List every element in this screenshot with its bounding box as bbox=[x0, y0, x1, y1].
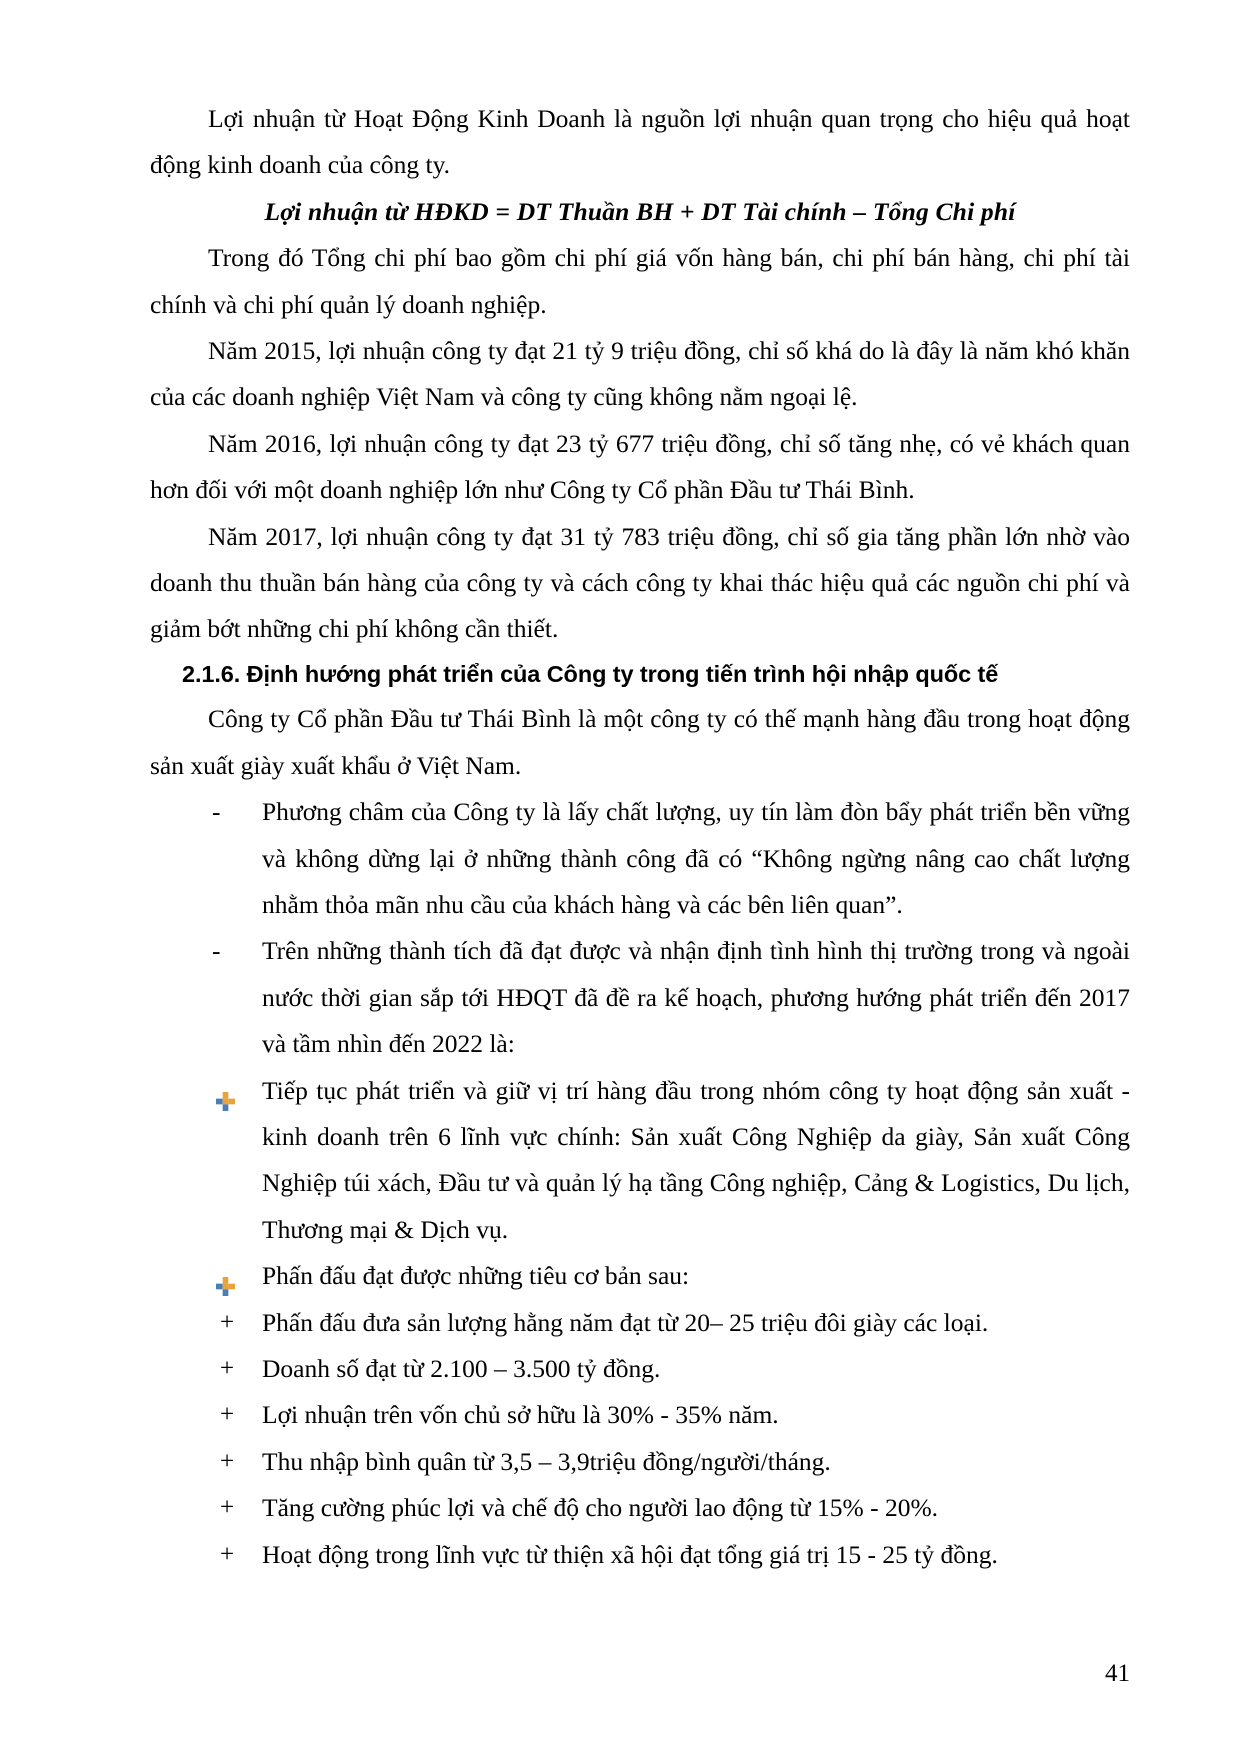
list-item bbox=[150, 1346, 1130, 1392]
list-item-text: Doanh số đạt từ 2.100 – 3.500 tỷ đồng. bbox=[262, 1354, 661, 1384]
list-item bbox=[150, 789, 1130, 928]
list-item bbox=[150, 1532, 1130, 1578]
list-item-text: Lợi nhuận trên vốn chủ sở hữu là 30% - 35% năm. bbox=[262, 1400, 779, 1430]
plus-bullet-icon: + bbox=[220, 1308, 235, 1336]
list-item bbox=[150, 1485, 1130, 1531]
page-number: 41 bbox=[1105, 1660, 1130, 1687]
list-item bbox=[150, 1068, 1130, 1254]
list-item bbox=[150, 1392, 1130, 1438]
section-heading-2-1-6: 2.1.6. Định hướng phát triển của Công ty trong tiến trình hội nhập quốc tế bbox=[182, 660, 999, 687]
paragraph-total-cost: Trong đó Tổng chi phí bao gồm chi phí giá vốn hàng bán, chi phí bán hàng, chi phí tài chính và chi phí quản lý doanh nghiệp. bbox=[150, 243, 1130, 319]
list-item-text: Phấn đấu đạt được những tiêu cơ bản sau: bbox=[262, 1261, 690, 1291]
paragraph-year-2017: Năm 2017, lợi nhuận công ty đạt 31 tỷ 783 triệu đồng, chỉ số gia tăng phần lớn nhờ vào doanh thu thuần bán hàng của công ty và cách công ty khai thác hiệu quả các nguồn chi phí và giảm bớt những chi phí không cần thiết. bbox=[150, 521, 1130, 644]
plus-bullet-icon: + bbox=[220, 1540, 235, 1568]
list-item-text: Phương châm của Công ty là lấy chất lượng, uy tín làm đòn bẩy phát triển bền vững và không dừng lại ở những thành công đã có “Không ngừng nâng cao chất lượng nhằm thỏa mãn nhu cầu của khách hàng và các bên liên quan”. bbox=[262, 797, 1130, 919]
dash-bullet-icon: - bbox=[212, 797, 221, 827]
plus-bullet-icon: + bbox=[220, 1355, 235, 1383]
orange-cross-bullet-icon bbox=[216, 1265, 235, 1284]
list-item-text: Hoạt động trong lĩnh vực từ thiện xã hội đạt tổng giá trị 15 - 25 tỷ đồng. bbox=[262, 1539, 998, 1569]
list-item-text: Tiếp tục phát triển và giữ vị trí hàng đầu trong nhóm công ty hoạt động sản xuất - kinh doanh trên 6 lĩnh vực chính: Sản xuất Công Nghiệp da giày, Sản xuất Công Nghiệp túi xách, Đầu tư và quản lý hạ tầng Công nghiệp, Cảng & Logistics, Du lịch, Thương mại & Dịch vụ. bbox=[262, 1075, 1130, 1244]
paragraph-year-2015: Năm 2015, lợi nhuận công ty đạt 21 tỷ 9 triệu đồng, chỉ số khá do là đây là năm khó khăn của các doanh nghiệp Việt Nam và công ty cũng không nằm ngoại lệ. bbox=[150, 336, 1130, 412]
plus-bullet-icon: + bbox=[220, 1494, 235, 1522]
plus-bullet-icon: + bbox=[220, 1447, 235, 1475]
paragraph-company-strength: Công ty Cổ phần Đầu tư Thái Bình là một công ty có thế mạnh hàng đầu trong hoạt động sản xuất giày xuất khẩu ở Việt Nam. bbox=[150, 704, 1130, 780]
list-item-text: Trên những thành tích đã đạt được và nhận định tình hình thị trường trong và ngoài nước thời gian sắp tới HĐQT đã đề ra kế hoạch, phương hướng phát triển đến 2017 và tầm nhìn đến 2022 là: bbox=[262, 936, 1130, 1059]
formula-line: Lợi nhuận từ HĐKD = DT Thuần BH + DT Tài chính – Tổng Chi phí bbox=[264, 196, 1016, 226]
paragraph-year-2016: Năm 2016, lợi nhuận công ty đạt 23 tỷ 677 triệu đồng, chỉ số tăng nhẹ, có vẻ khách quan hơn đối với một doanh nghiệp lớn như Công ty Cổ phần Đầu tư Thái Bình. bbox=[150, 428, 1130, 505]
list-item-text: Phấn đấu đưa sản lượng hằng năm đạt từ 20– 25 triệu đôi giày các loại. bbox=[262, 1307, 989, 1337]
list-item-text: Thu nhập bình quân từ 3,5 – 3,9triệu đồng/người/tháng. bbox=[262, 1446, 831, 1476]
dash-bullet-icon: - bbox=[212, 936, 221, 966]
paragraph-intro: Lợi nhuận từ Hoạt Động Kinh Doanh là nguồn lợi nhuận quan trọng cho hiệu quả hoạt động kinh doanh của công ty. bbox=[150, 104, 1130, 180]
orange-cross-bullet-icon bbox=[216, 1080, 235, 1099]
list-item bbox=[150, 1300, 1130, 1346]
list-item bbox=[150, 928, 1130, 1067]
document-body bbox=[150, 96, 1130, 1578]
plus-bullet-icon: + bbox=[220, 1401, 235, 1429]
list-item bbox=[150, 1253, 1130, 1299]
list-item-text: Tăng cường phúc lợi và chế độ cho người lao động từ 15% - 20%. bbox=[262, 1493, 939, 1523]
list-item bbox=[150, 1439, 1130, 1485]
